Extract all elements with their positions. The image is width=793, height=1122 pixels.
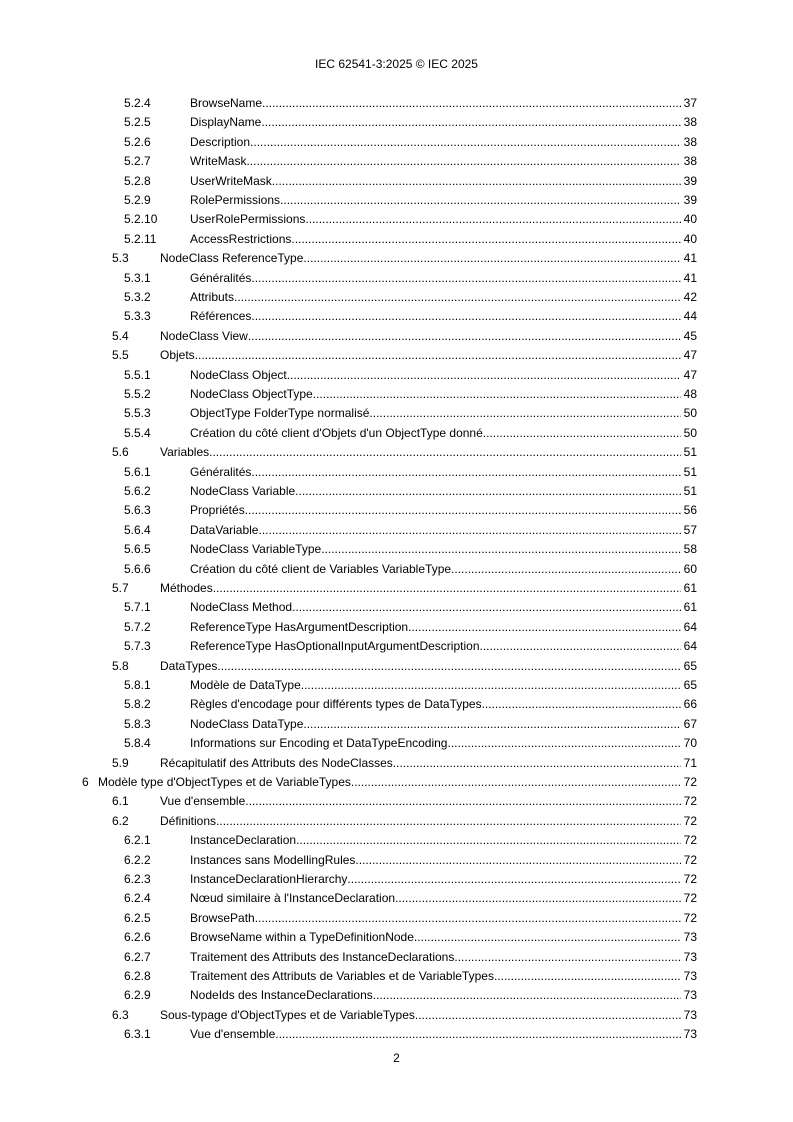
toc-entry-page: 70 (683, 736, 697, 751)
toc-dot-leader (245, 792, 681, 811)
toc-entry-title: Récapitulatif des Attributs des NodeClasses (160, 755, 393, 770)
toc-entry (0, 366, 793, 385)
toc-entry-number: 5.6.4 (124, 522, 151, 537)
toc-dot-leader (295, 482, 681, 501)
toc-entry-title: NodeClass VariableType (190, 542, 322, 557)
page-number: 2 (393, 1051, 400, 1065)
toc-entry-title: UserWriteMask (190, 173, 272, 188)
toc-entry-page: 60 (683, 561, 697, 576)
toc-entry-title: Sous-typage d'ObjectTypes et de VariableTypes (160, 1007, 415, 1022)
toc-entry (0, 152, 793, 171)
toc-entry-page: 73 (683, 969, 697, 983)
toc-entry-leader (190, 734, 681, 753)
toc-dot-leader (213, 579, 681, 598)
toc-entry (0, 191, 793, 210)
toc-entry-title: Vue d'ensemble (190, 1027, 276, 1042)
toc-dot-leader (255, 909, 681, 928)
toc-entry (0, 773, 793, 792)
toc-entry-page: 57 (683, 522, 697, 537)
toc-entry-title: InstanceDeclaration (190, 833, 297, 848)
toc-entry (0, 385, 793, 404)
toc-entry-page: 50 (683, 425, 697, 440)
toc-entry-page: 71 (683, 755, 697, 770)
toc-dot-leader (251, 463, 681, 482)
toc-entry-page: 40 (683, 231, 697, 246)
toc-entry-leader (190, 540, 681, 559)
toc-entry-title: Attributs (190, 290, 235, 304)
toc-entry-leader (160, 249, 681, 268)
toc-entry-leader (190, 424, 681, 443)
toc-entry (0, 715, 793, 734)
toc-entry (0, 986, 793, 1005)
page-header: IEC 62541-3:2025 © IEC 2025 (315, 57, 478, 71)
toc-entry-leader (190, 113, 681, 132)
toc-entry-title: AccessRestrictions (190, 231, 292, 246)
toc-entry-title: ReferenceType HasArgumentDescription (190, 619, 409, 634)
toc-dot-leader (291, 230, 681, 249)
toc-entry-page: 38 (683, 134, 697, 149)
toc-entry (0, 928, 793, 947)
toc-entry-title: Création du côté client d'Objets d'un ObjectType donné (190, 425, 483, 440)
toc-entry (0, 230, 793, 249)
toc-entry (0, 695, 793, 714)
toc-entry-number: 5.3.2 (124, 290, 151, 304)
toc-entry-number: 5.5.2 (124, 387, 151, 401)
toc-entry (0, 734, 793, 753)
toc-entry-title: BrowseName (190, 96, 263, 110)
toc-entry-leader (190, 307, 681, 326)
toc-dot-leader (373, 986, 681, 1005)
toc-entry (0, 327, 793, 346)
toc-entry-leader (190, 463, 681, 482)
toc-entry-number: 5.2.5 (124, 115, 151, 130)
toc-entry-page: 51 (683, 464, 697, 479)
toc-entry-page: 51 (683, 484, 697, 498)
toc-entry-leader (160, 579, 681, 598)
toc-entry-page: 72 (683, 775, 697, 789)
toc-entry-leader (190, 172, 681, 191)
toc-entry-number: 5.9 (112, 755, 129, 770)
toc-dot-leader (217, 657, 681, 676)
toc-entry-leader (190, 210, 681, 229)
toc-dot-leader (303, 715, 681, 734)
toc-entry-leader (190, 366, 681, 385)
toc-entry-page: 41 (683, 270, 697, 285)
toc-entry-page: 40 (683, 212, 697, 227)
toc-entry-title: WriteMask (190, 154, 247, 169)
toc-entry-number: 6.2.6 (124, 930, 151, 945)
toc-entry (0, 1025, 793, 1044)
toc-entry-page: 72 (683, 852, 697, 867)
toc-entry-leader (190, 501, 681, 520)
toc-entry-leader (190, 288, 681, 307)
toc-dot-leader (246, 152, 681, 171)
toc-dot-leader (258, 521, 681, 540)
toc-entry (0, 851, 793, 870)
toc-entry-leader (190, 191, 681, 210)
toc-entry-title: Méthodes (160, 581, 213, 595)
toc-dot-leader (408, 618, 681, 637)
toc-entry-number: 5.5.1 (124, 367, 151, 382)
toc-entry-number: 5.8.4 (124, 736, 151, 751)
toc-entry-number: 5.2.9 (124, 193, 151, 207)
toc-entry-title: Objets (160, 348, 195, 363)
toc-dot-leader (305, 210, 681, 229)
toc-entry-page: 56 (683, 503, 697, 518)
toc-entry (0, 909, 793, 928)
toc-entry-title: Modèle type d'ObjectTypes et de VariableTypes (98, 775, 351, 789)
toc-dot-leader (347, 870, 681, 889)
toc-entry-leader (190, 967, 681, 986)
toc-dot-leader (393, 754, 681, 773)
toc-entry (0, 598, 793, 617)
toc-entry-number: 6.2.2 (124, 852, 151, 867)
toc-entry-page: 72 (683, 813, 697, 828)
toc-entry-leader (190, 889, 681, 908)
toc-entry-number: 5.2.11 (124, 231, 157, 246)
toc-entry-page: 38 (683, 115, 697, 130)
toc-dot-leader (480, 637, 682, 656)
toc-entry-leader (160, 346, 681, 365)
toc-entry-leader (190, 598, 681, 617)
toc-dot-leader (483, 424, 681, 443)
toc-entry-title: NodeIds des InstanceDeclarations (190, 988, 373, 1003)
toc-entry (0, 967, 793, 986)
toc-entry (0, 676, 793, 695)
toc-entry-title: DataVariable (190, 522, 259, 537)
toc-entry-page: 65 (683, 678, 697, 692)
toc-dot-leader (313, 385, 681, 404)
toc-entry-title: NodeClass ReferenceType (160, 251, 304, 266)
toc-entry-title: NodeClass DataType (190, 716, 304, 731)
toc-entry (0, 307, 793, 326)
toc-entry-leader (190, 831, 681, 850)
toc-entry-number: 5.2.8 (124, 173, 151, 188)
toc-entry-leader (190, 133, 681, 152)
toc-entry-number: 6 (82, 775, 89, 789)
toc-entry-page: 47 (683, 367, 697, 382)
toc-entry-page: 42 (683, 290, 697, 304)
toc-entry-title: NodeClass ObjectType (190, 387, 313, 401)
toc-entry-title: Vue d'ensemble (160, 794, 246, 809)
toc-dot-leader (261, 113, 681, 132)
toc-entry-number: 5.8.3 (124, 716, 151, 731)
toc-entry-title: ObjectType FolderType normalisé (190, 406, 370, 421)
toc-dot-leader (195, 346, 681, 365)
toc-entry-number: 5.8.1 (124, 678, 151, 692)
toc-entry-page: 50 (683, 406, 697, 421)
toc-entry-page: 72 (683, 794, 697, 809)
toc-entry-leader (190, 385, 681, 404)
toc-entry-number: 6.3.1 (124, 1027, 151, 1042)
toc-entry-leader (190, 637, 681, 656)
toc-entry-number: 6.2.4 (124, 891, 151, 906)
toc-entry-title: NodeClass Object (190, 367, 287, 382)
toc-entry-title: Création du côté client de Variables VariableType (190, 561, 452, 576)
toc-entry-title: RolePermissions (190, 193, 281, 207)
toc-dot-leader (494, 967, 681, 986)
toc-entry-number: 5.6 (112, 445, 129, 460)
toc-entry (0, 172, 793, 191)
toc-dot-leader (369, 404, 681, 423)
toc-entry-number: 6.1 (112, 794, 129, 809)
toc-entry-title: Règles d'encodage pour différents types de DataTypes (190, 697, 482, 712)
toc-entry (0, 133, 793, 152)
toc-dot-leader (287, 366, 681, 385)
toc-dot-leader (482, 695, 681, 714)
toc-entry (0, 1006, 793, 1025)
toc-entry-number: 5.2.4 (124, 96, 151, 110)
toc-entry-number: 6.2.9 (124, 988, 151, 1003)
toc-entry (0, 812, 793, 831)
toc-entry (0, 249, 793, 268)
toc-entry-title: Nœud similaire à l'InstanceDeclaration (190, 891, 396, 906)
toc-dot-leader (245, 501, 681, 520)
toc-entry-number: 5.3 (112, 251, 129, 266)
toc-entry (0, 288, 793, 307)
toc-dot-leader (216, 812, 681, 831)
toc-entry-number: 5.6.2 (124, 484, 151, 498)
toc-entry-title: BrowseName within a TypeDefinitionNode (190, 930, 414, 945)
toc-dot-leader (415, 1006, 681, 1025)
toc-entry-number: 5.4 (112, 328, 129, 343)
toc-dot-leader (234, 288, 681, 307)
toc-entry (0, 424, 793, 443)
toc-entry-number: 6.2.5 (124, 910, 151, 925)
toc-entry-page: 73 (683, 930, 697, 945)
toc-entry-page: 67 (683, 716, 697, 731)
toc-entry-title: Modèle de DataType (190, 678, 301, 692)
toc-entry-leader (190, 618, 681, 637)
toc-entry-leader (160, 812, 681, 831)
toc-entry (0, 657, 793, 676)
toc-entry-title: Généralités (190, 270, 252, 285)
toc-entry (0, 113, 793, 132)
toc-entry (0, 948, 793, 967)
toc-entry-title: Instances sans ModellingRules (190, 852, 356, 867)
toc-dot-leader (296, 831, 681, 850)
toc-entry-leader (190, 482, 681, 501)
toc-entry-leader (190, 715, 681, 734)
toc-entry (0, 754, 793, 773)
toc-entry-leader (190, 695, 681, 714)
toc-entry-page: 66 (683, 697, 697, 712)
toc-entry-page: 61 (683, 600, 697, 615)
toc-entry-page: 47 (683, 348, 697, 363)
toc-entry-page: 72 (683, 910, 697, 925)
toc-entry-number: 5.5 (112, 348, 129, 363)
toc-dot-leader (355, 851, 681, 870)
toc-entry-title: NodeClass Variable (190, 484, 296, 498)
toc-entry (0, 501, 793, 520)
toc-entry-leader (190, 870, 681, 889)
toc-entry-page: 64 (683, 619, 697, 634)
toc-entry-title: Variables (160, 445, 210, 460)
toc-entry (0, 618, 793, 637)
toc-entry-number: 6.2.3 (124, 872, 151, 886)
toc-entry-leader (190, 94, 681, 113)
toc-dot-leader (209, 443, 681, 462)
toc-entry-leader (160, 443, 681, 462)
toc-entry (0, 889, 793, 908)
toc-entry-number: 5.6.6 (124, 561, 151, 576)
toc-entry-page: 37 (683, 96, 697, 110)
toc-entry-title: ReferenceType HasOptionalInputArgumentDescription (190, 639, 480, 654)
toc-entry-title: BrowsePath (190, 910, 255, 925)
toc-entry-title: Généralités (190, 464, 252, 479)
toc-entry-page: 65 (683, 658, 697, 673)
toc-entry-title: DataTypes (160, 658, 218, 673)
toc-entry-number: 5.3.3 (124, 309, 151, 324)
toc-entry-leader (190, 269, 681, 288)
toc-entry-title: InstanceDeclarationHierarchy (190, 872, 348, 886)
toc-entry-page: 73 (683, 949, 697, 964)
toc-entry-number: 5.6.5 (124, 542, 151, 557)
toc-dot-leader (351, 773, 681, 792)
toc-entry (0, 210, 793, 229)
toc-dot-leader (414, 928, 681, 947)
toc-entry-page: 72 (683, 891, 697, 906)
toc-dot-leader (454, 948, 681, 967)
toc-entry-leader (190, 676, 681, 695)
toc-entry-page: 41 (683, 251, 697, 266)
toc-entry (0, 463, 793, 482)
toc-entry-number: 5.7.2 (124, 619, 151, 634)
toc-entry (0, 579, 793, 598)
toc-entry-number: 6.2.1 (124, 833, 151, 848)
toc-dot-leader (292, 598, 681, 617)
toc-entry-title: UserRolePermissions (190, 212, 306, 227)
toc-entry-page: 51 (683, 445, 697, 460)
toc-dot-leader (447, 734, 681, 753)
toc-entry-number: 5.7.3 (124, 639, 151, 654)
toc-entry-page: 39 (683, 193, 697, 207)
toc-entry-page: 73 (683, 988, 697, 1003)
toc-entry (0, 792, 793, 811)
toc-entry-title: NodeClass Method (190, 600, 293, 615)
toc-dot-leader (272, 172, 681, 191)
toc-entry-page: 48 (683, 387, 697, 401)
toc-entry-leader (160, 327, 681, 346)
toc-entry (0, 521, 793, 540)
toc-dot-leader (451, 560, 681, 579)
toc-entry-page: 38 (683, 154, 697, 169)
toc-entry-page: 72 (683, 872, 697, 886)
toc-entry-leader (190, 404, 681, 423)
toc-entry-leader (190, 928, 681, 947)
toc-entry-number: 5.6.3 (124, 503, 151, 518)
toc-entry-number: 5.5.4 (124, 425, 151, 440)
toc-dot-leader (248, 327, 681, 346)
toc-entry-number: 5.2.6 (124, 134, 151, 149)
toc-entry-leader (160, 657, 681, 676)
toc-entry-page: 61 (683, 581, 697, 595)
toc-entry-number: 6.2.7 (124, 949, 151, 964)
toc-entry (0, 346, 793, 365)
toc-entry-leader (190, 948, 681, 967)
toc-dot-leader (321, 540, 681, 559)
toc-entry-leader (190, 152, 681, 171)
toc-entry (0, 482, 793, 501)
toc-entry-number: 5.7.1 (124, 600, 151, 615)
toc-dot-leader (262, 94, 681, 113)
toc-entry-leader (98, 773, 681, 792)
toc-entry (0, 540, 793, 559)
toc-entry-title: NodeClass View (160, 328, 248, 343)
toc-entry-leader (190, 230, 681, 249)
toc-entry-title: Traitement des Attributs des InstanceDeclarations (190, 949, 455, 964)
toc-dot-leader (301, 676, 681, 695)
toc-entry-leader (160, 1006, 681, 1025)
toc-entry-page: 64 (683, 639, 697, 654)
toc-entry-leader (190, 851, 681, 870)
toc-entry-page: 58 (683, 542, 697, 557)
toc-dot-leader (280, 191, 681, 210)
toc-entry-title: Références (190, 309, 252, 324)
toc-entry-number: 5.6.1 (124, 464, 151, 479)
toc-entry-number: 6.2 (112, 813, 129, 828)
toc-entry (0, 443, 793, 462)
toc-entry-leader (190, 521, 681, 540)
toc-entry-page: 39 (683, 173, 697, 188)
toc-dot-leader (395, 889, 681, 908)
toc-entry-number: 5.7 (112, 581, 129, 595)
toc-entry (0, 831, 793, 850)
toc-entry-page: 73 (683, 1027, 697, 1042)
toc-entry-page: 72 (683, 833, 697, 848)
toc-entry (0, 637, 793, 656)
toc-dot-leader (275, 1025, 681, 1044)
toc-entry-title: DisplayName (190, 115, 262, 130)
toc-entry-number: 6.2.8 (124, 969, 151, 983)
toc-entry-number: 5.8 (112, 658, 129, 673)
toc-entry-page: 44 (683, 309, 697, 324)
toc-entry-number: 6.3 (112, 1007, 129, 1022)
toc-entry (0, 560, 793, 579)
toc-entry-number: 5.8.2 (124, 697, 151, 712)
toc-entry-page: 73 (683, 1007, 697, 1022)
toc-entry-leader (190, 560, 681, 579)
toc-entry-leader (190, 909, 681, 928)
toc-entry-leader (190, 986, 681, 1005)
toc-entry-title: Définitions (160, 813, 217, 828)
toc-entry-leader (190, 1025, 681, 1044)
toc-entry-number: 5.2.7 (124, 154, 151, 169)
toc-entry-leader (160, 754, 681, 773)
toc-dot-leader (251, 307, 681, 326)
toc-entry-number: 5.5.3 (124, 406, 151, 421)
toc-entry (0, 404, 793, 423)
toc-entry (0, 870, 793, 889)
toc-entry-page: 45 (683, 328, 697, 343)
toc-entry-title: Informations sur Encoding et DataTypeEncoding (190, 736, 448, 751)
toc-entry-title: Propriétés (190, 503, 245, 518)
toc-dot-leader (250, 133, 681, 152)
toc-entry-title: Traitement des Attributs de Variables et de VariableTypes (190, 969, 494, 983)
toc-entry (0, 269, 793, 288)
toc-entry (0, 94, 793, 113)
toc-entry-number: 5.3.1 (124, 270, 151, 285)
toc-dot-leader (303, 249, 681, 268)
toc-entry-number: 5.2.10 (124, 212, 158, 227)
toc-dot-leader (251, 269, 681, 288)
toc-entry-title: Description (190, 134, 251, 149)
toc-entry-leader (160, 792, 681, 811)
